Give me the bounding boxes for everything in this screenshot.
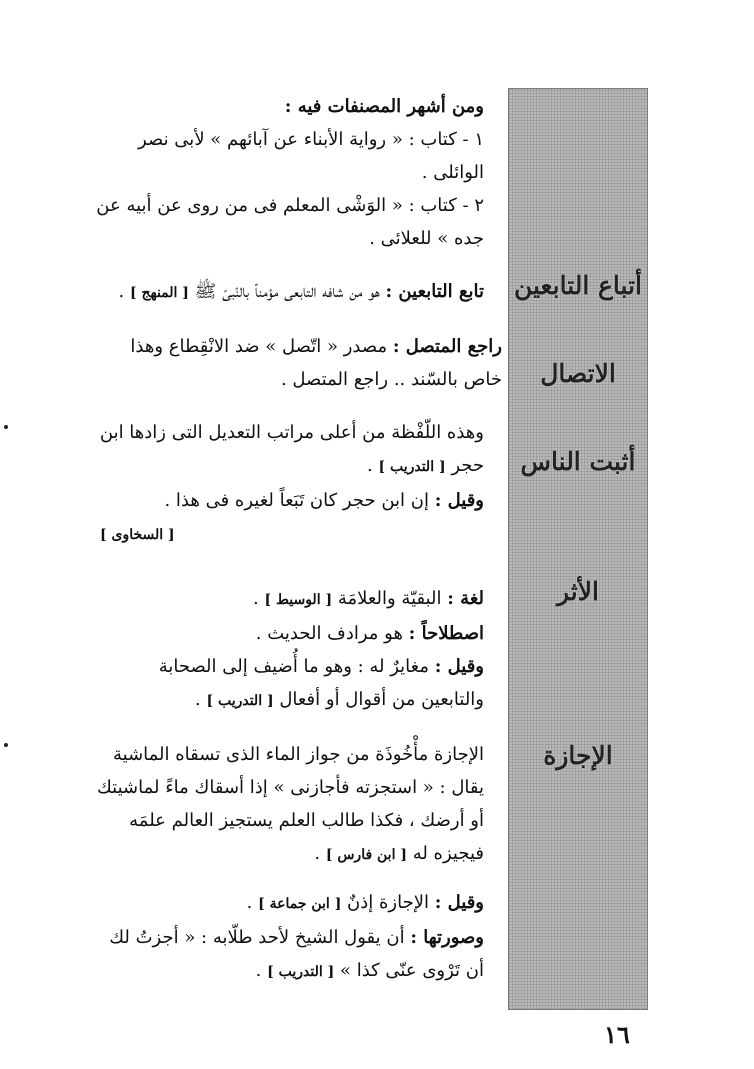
sidebar-term-athar: الأثر (557, 577, 599, 606)
reference: [ التدريب ] (206, 693, 274, 709)
reference: [ السخاوى ] (100, 527, 175, 543)
term-label: وقيل : (434, 892, 484, 913)
definition-text: هو مرادف الحديث . (255, 623, 409, 644)
work-item-1: ١ - كتاب : « رواية الأبناء عن آبائهم » لأبى نصر الوائلى . (138, 129, 484, 183)
reference: [ الوسيط ] (264, 592, 333, 608)
sidebar-term-ijaza: الإجازة (543, 741, 613, 770)
reference: [ المنهج ] (129, 285, 189, 301)
sidebar-term-athbat-alnas: أثبت الناس (520, 447, 636, 476)
entry-athar-lugha: لغة : البقيّة والعلامَة [ الوسيط ] . (253, 588, 484, 609)
definition-text: البقيّة والعلامَة (332, 588, 448, 609)
term-label: وصورتها : (410, 927, 484, 948)
definition-text: مغايرٌ له : وهو ما أُضيف إلى الصحابة والتابعين من أقوال أو أفعال (158, 656, 484, 710)
definition-text: الإجازة مأْخُوذَة من جواز الماء الذى تسقاه الماشية يقال : « استجزته فأجازنى » إذا أسقاك ماءً لماشيتك أو أرضك ، فكذا طالب العلم يستجيز العالم علمَه فيجيزه له (97, 744, 484, 864)
definition-text: الإجازة إذنٌ (341, 892, 435, 913)
terms-sidebar (508, 88, 648, 1010)
term-label: راجع المتصل : (392, 336, 502, 357)
main-text-column (92, 90, 502, 989)
entry-ijaza: الإجازة مأْخُوذَة من جواز الماء الذى تسقاه الماشية يقال : « استجزته فأجازنى » إذا أسقاك ماءً لماشيتك أو أرضك ، فكذا طالب العلم يستجيز العالم علمَه فيجيزه له [ ابن فارس ] . (97, 744, 484, 864)
term-label: وقيل : (434, 490, 484, 511)
heading-famous-works: ومن أشهر المصنفات فيه : (284, 96, 484, 117)
reference: [ التدريب ] (267, 964, 335, 980)
reference: [ ابن جماعة ] (258, 896, 342, 912)
reference: [ ابن فارس ] (325, 847, 407, 863)
sidebar-term-atba-altabiin: أتباع التابعين (513, 271, 642, 300)
term-label: لغة : (447, 588, 484, 609)
entry-atba-altabiin: تابع التابعين : هو من شافه التابعى مؤمناً بالنّبىّ ﷺ [ المنهج ] . (118, 281, 484, 302)
reference-line (92, 517, 502, 552)
entry-athar-alt: وقيل : مغايرٌ له : وهو ما أُضيف إلى الصحابة والتابعين من أقوال أو أفعال [ التدريب ] . (158, 656, 484, 710)
margin-mark (4, 425, 8, 429)
entry-ijaza-alt: وقيل : الإجازة إذنٌ [ ابن جماعة ] . (246, 892, 484, 913)
definition-text: هو من شافه التابعى مؤمناً بالنّبىّ ﷺ (188, 281, 386, 302)
sidebar-term-ittisal: الاتصال (540, 359, 616, 388)
entry-athar-istilah (92, 617, 502, 650)
term-label: وقيل : (434, 656, 484, 677)
definition-text: إن ابن حجر كان تَبَعاً لغيره فى هذا . (164, 490, 435, 511)
reference: [ التدريب ] (378, 459, 446, 475)
definition-text: وهذه اللّفْظة من أعلى مراتب التعديل التى زادها ابن حجر (99, 422, 484, 476)
term-label: اصطلاحاً : (408, 623, 484, 644)
entry-athbat-alnas-alt (92, 484, 502, 517)
work-item-2: ٢ - كتاب : « الوَشْى المعلم فى من روى عن أبيه عن جده » للعلائى . (96, 195, 484, 249)
definition-text: مصدر « اتّصل » ضد الانْقِطاع وهذا خاص بالسّند .. راجع المتصل . (130, 336, 502, 390)
entry-athbat-alnas: وهذه اللّفْظة من أعلى مراتب التعديل التى زادها ابن حجر [ التدريب ] . (99, 422, 484, 476)
page-number: ١٦ (604, 1020, 630, 1049)
definition-text: أن يقول الشيخ لأحد طلّابه : « أجزتُ لك أن تَرْوى عنّى كذا » (109, 927, 484, 981)
entry-ijaza-form: وصورتها : أن يقول الشيخ لأحد طلّابه : « أجزتُ لك أن تَرْوى عنّى كذا » [ التدريب ] . (109, 927, 484, 981)
term-label: تابع التابعين : (385, 281, 484, 302)
entry-ittisal (92, 330, 502, 396)
margin-mark (4, 743, 8, 747)
